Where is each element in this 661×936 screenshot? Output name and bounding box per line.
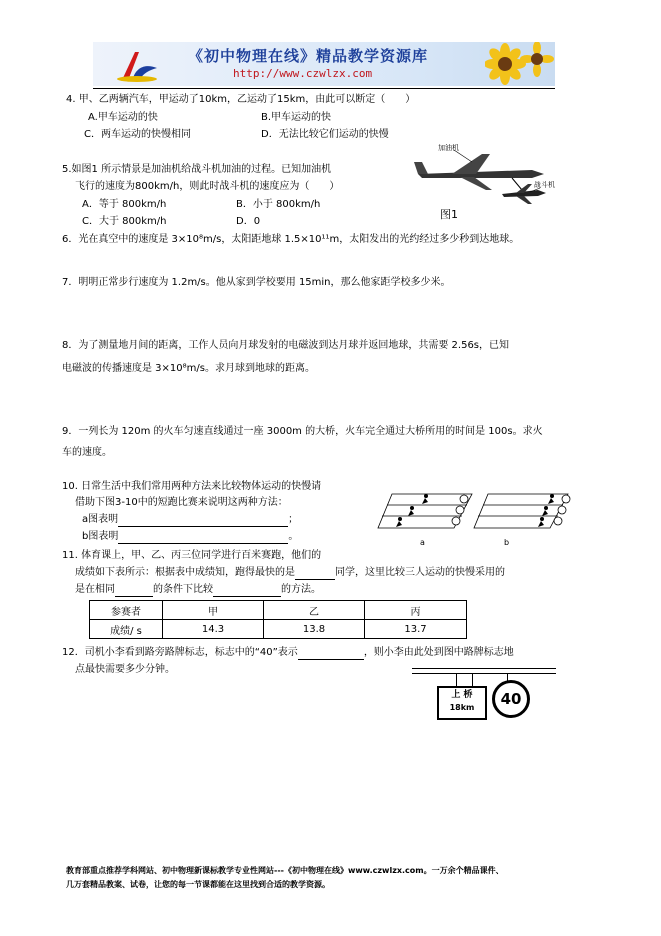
q4-option-d: D．无法比较它们运动的快慢 [261, 129, 389, 140]
q10-a-label: a图表明 [82, 514, 119, 525]
table-cell: 14.3 [163, 620, 264, 639]
q9-line1: 9．一列长为 120m 的火车匀速直线通过一座 3000m 的大桥，火车完全通过大桥所用的时间是 100s。求火 [62, 426, 543, 437]
q11-line2-end: 同学，这里比较三人运动的快慢采用的 [335, 567, 505, 578]
header-rule [93, 88, 555, 89]
q9-line2: 车的速度。 [62, 447, 112, 458]
q5-option-b: B．小于 800km/h [236, 199, 321, 210]
q5-option-a: A．等于 800km/h [82, 199, 167, 210]
q5-option-d: D．0 [236, 216, 261, 227]
site-url[interactable]: http://www.czwlzx.com [233, 67, 373, 80]
header-banner [93, 42, 555, 86]
q11-line3-end: 的方法。 [281, 584, 321, 595]
q12-line1-end: ，则小李由此处到图中路牌标志地 [363, 647, 514, 658]
q10-a-end: ； [288, 514, 299, 525]
page-footer [66, 864, 504, 892]
table-cell: 13.7 [365, 620, 467, 639]
q11-line2-start: 成绩如下表所示：根据表中成绩知，跑得最快的是 [75, 567, 295, 578]
fig-a-label: a [420, 538, 425, 547]
runner-icon [396, 494, 554, 527]
speed-limit-sign: 40 [492, 680, 530, 718]
q11-line2 [75, 566, 505, 580]
q12-line2: 点最快需要多少分钟。 [75, 664, 175, 675]
footer-line1: 教育部重点推荐学科网站、初中物理新课标教学专业性网站---《初中物理在线》www.czwlzx.com。一万余个精品课件、 [66, 866, 504, 875]
q10-b-blank[interactable] [118, 543, 288, 544]
q5-option-c: C．大于 800km/h [82, 216, 167, 227]
fig-b-label: b [504, 538, 510, 547]
q4-option-b: B.甲车运动的快 [261, 112, 332, 123]
q10-a-blank[interactable] [118, 526, 288, 527]
site-title: 《初中物理在线》精品教学资源库 [188, 47, 429, 65]
q10-b-label: b图表明 [82, 531, 119, 542]
sign-destination: 上 桥 [451, 690, 473, 700]
stopwatch-icon [452, 495, 570, 525]
fighter-label: 战斗机 [534, 181, 555, 189]
table-row [90, 620, 467, 639]
q6-text: 6．光在真空中的速度是 3×10⁸m/s，太阳距地球 1.5×10¹¹m，太阳发出的光约经过多少秒到达地球。 [62, 234, 520, 245]
q4-option-c: C．两车运动的快慢相同 [84, 129, 191, 140]
table-row-label: 成绩/ s [90, 620, 163, 639]
table-header-cell: 参赛者 [90, 601, 163, 620]
table-cell: 13.8 [264, 620, 365, 639]
q12-line1-start: 12．司机小李看到路旁路牌标志，标志中的“40”表示 [62, 647, 298, 658]
sunflower-icon [485, 42, 555, 86]
q11-fastest-blank[interactable] [295, 579, 335, 580]
q4-stem: 4. 甲、乙两辆汽车，甲运动了10km，乙运动了15km，由此可以断定（ ） [66, 94, 416, 105]
q10-b-end: 。 [288, 531, 299, 542]
q10-line2: 借助下图3-10中的短跑比赛来说明这两种方法： [75, 497, 288, 508]
q8-line1: 8．为了测量地月间的距离，工作人员向月球发射的电磁波到达月球并返回地球，共需要 2.56s，已知 [62, 340, 510, 351]
q5-line1: 5.如图1 所示情景是加油机给战斗机加油的过程。已知加油机 [62, 164, 332, 175]
sign-gantry [412, 668, 556, 674]
q11-line3-mid: 的条件下比较 [153, 584, 213, 595]
table-header-cell: 甲 [163, 601, 264, 620]
q12-line1 [62, 646, 514, 660]
running-race-figure [376, 488, 576, 534]
tanker-plane-icon [414, 154, 544, 190]
figure-1-caption: 图1 [440, 208, 458, 221]
q11-compare-blank[interactable] [213, 596, 281, 597]
q11-line3-start: 是在相同 [75, 584, 115, 595]
q11-line1: 11. 体育课上，甲、乙、丙三位同学进行百米赛跑，他们的 [62, 550, 322, 561]
table-header-cell: 丙 [365, 601, 467, 620]
score-table [89, 600, 467, 639]
sign-distance: 18km [449, 703, 475, 712]
site-logo-icon [115, 46, 161, 82]
q5-line2: 飞行的速度为800km/h，则此时战斗机的速度应为（ ） [75, 181, 340, 192]
table-header-cell: 乙 [264, 601, 365, 620]
q11-same-blank[interactable] [115, 596, 153, 597]
q11-line3 [75, 583, 321, 597]
q10-line3 [82, 513, 298, 527]
q12-meaning-blank[interactable] [298, 659, 364, 660]
q4-option-a: A.甲车运动的快 [88, 112, 158, 123]
footer-line2: 几万套精品教案、试卷，让您的每一节课都能在这里找到合适的教学资源。 [66, 880, 330, 889]
tanker-label: 加油机 [438, 144, 459, 152]
distance-sign [437, 686, 487, 720]
table-header-row [90, 601, 467, 620]
refuel-figure [412, 140, 562, 208]
sign-pole-left [456, 673, 457, 687]
q8-line2: 电磁波的传播速度是 3×10⁸m/s。求月球到地球的距离。 [62, 363, 315, 374]
q10-line1: 10. 日常生活中我们常用两种方法来比较物体运动的快慢请 [62, 481, 322, 492]
q7-text: 7．明明正常步行速度为 1.2m/s。他从家到学校要用 15min，那么他家距学校多少米。 [62, 277, 451, 288]
road-sign-figure [412, 668, 556, 728]
q10-line4 [82, 530, 298, 544]
sign-pole-right [472, 673, 473, 687]
